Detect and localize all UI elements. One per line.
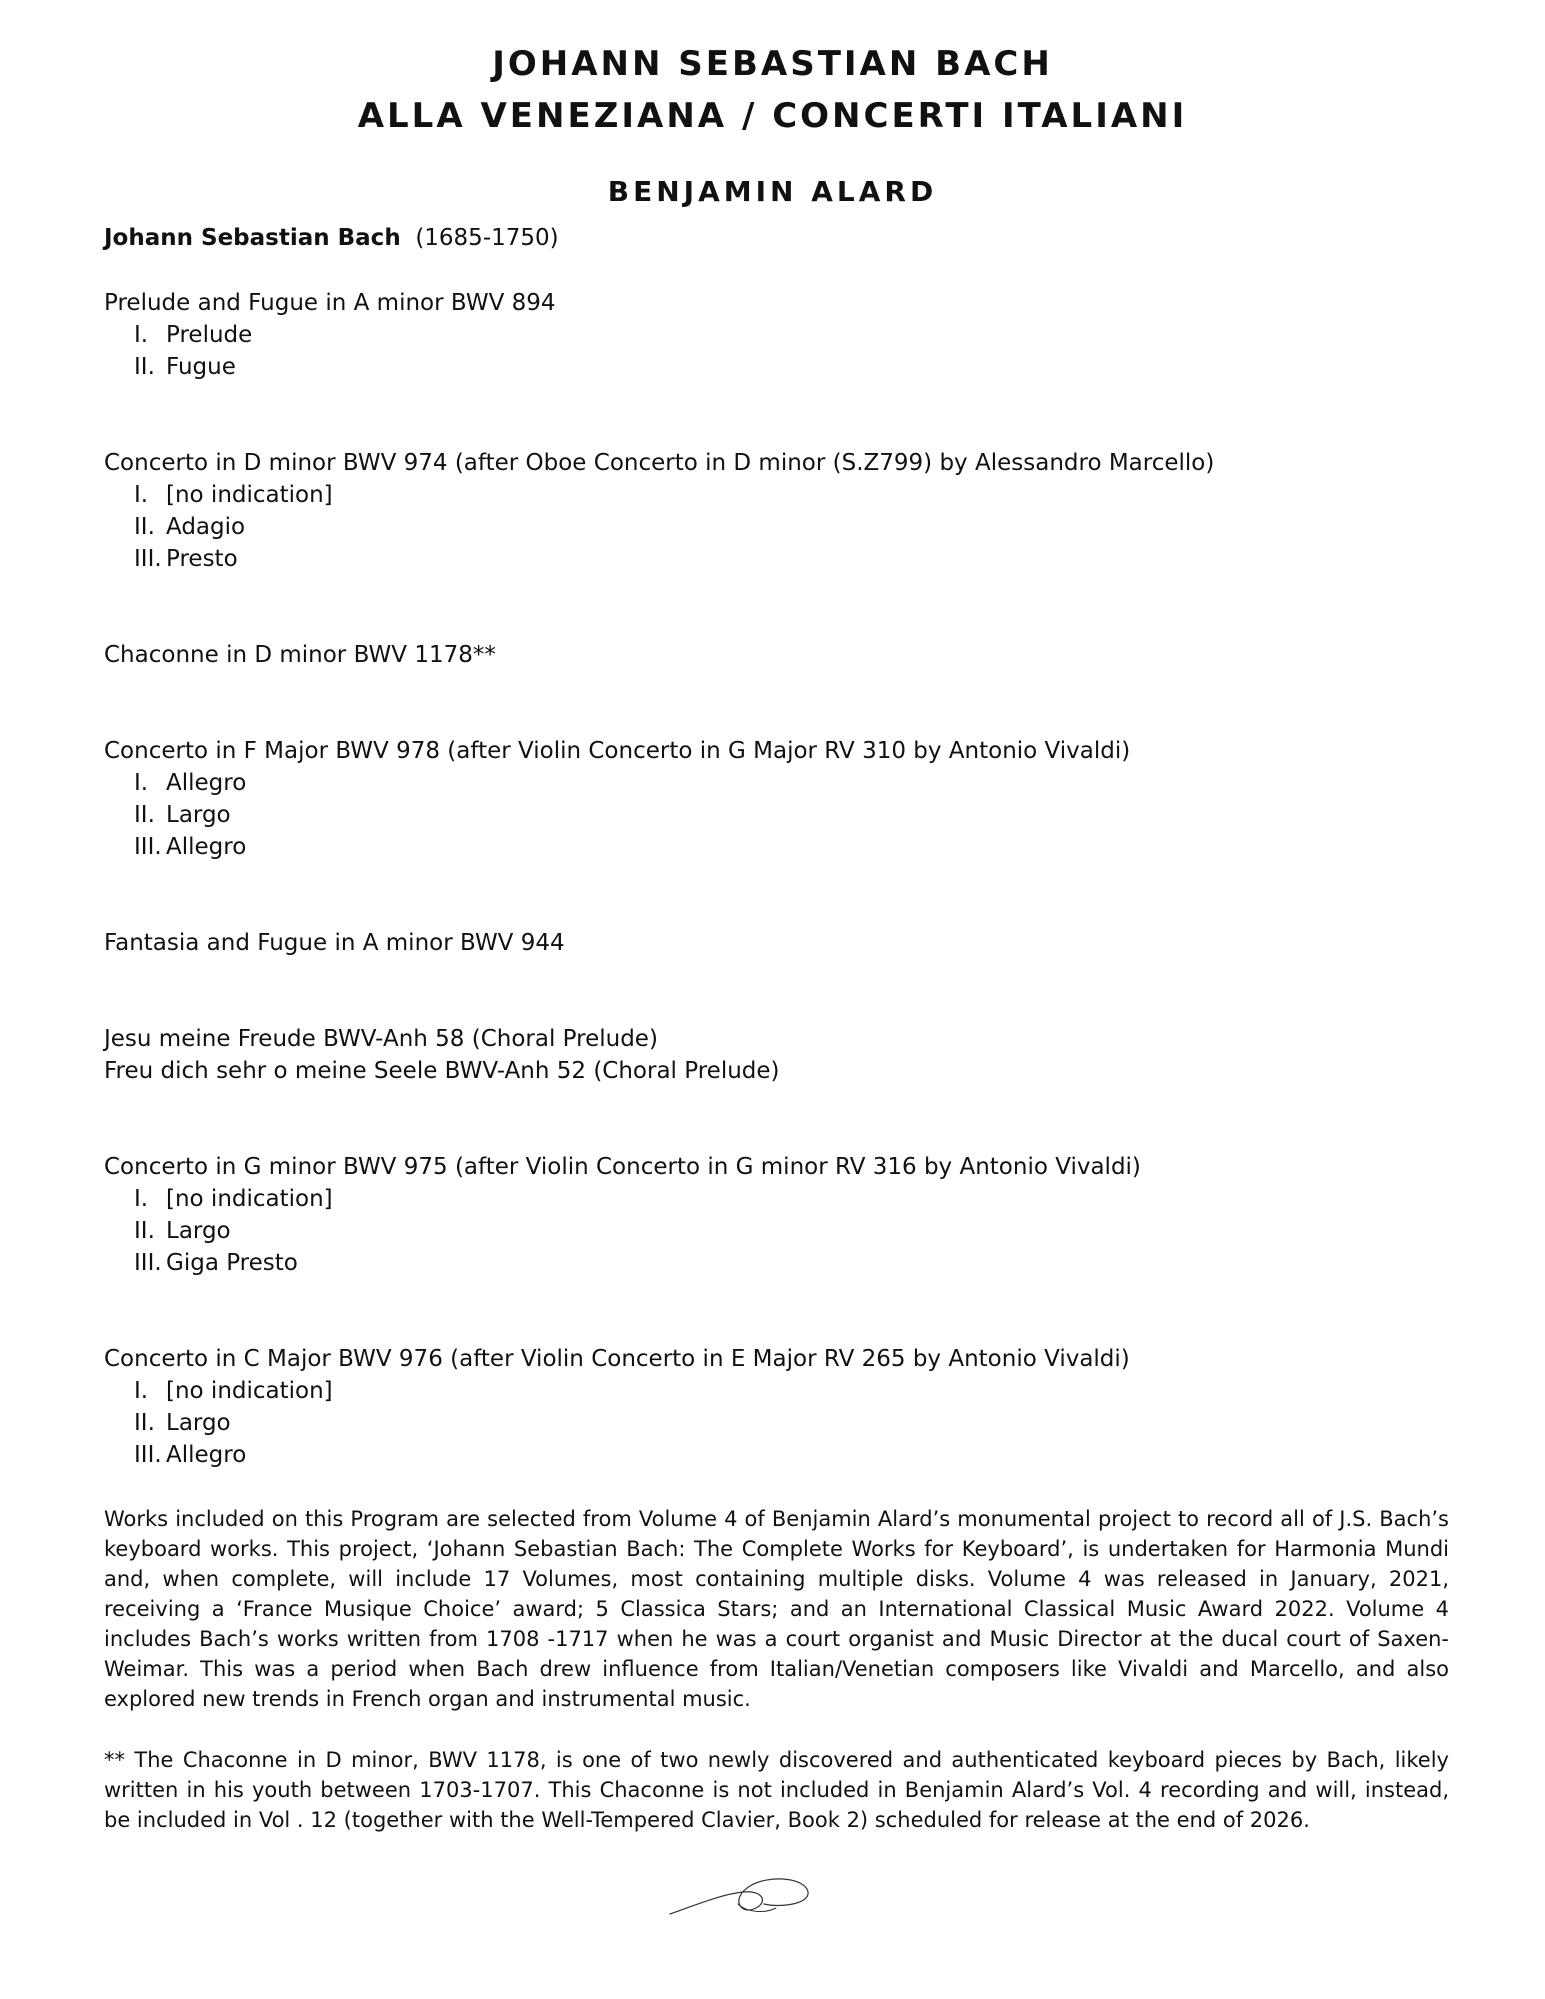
work-item bbox=[104, 1023, 1484, 1055]
movement-name: [no indication] bbox=[166, 1186, 333, 1212]
footnote: ** The Chaconne in D minor, BWV 1178, is one of two newly discovered and authenticated keyboard pieces by Bach, likely written in his youth between 1703-1707. This Chaconne is not included in Benjamin Alard’s Vol. 4 recording and will, instead, be included in Vol . 12 (together with the Well-Tempered Clavier, Book 2) scheduled for release at the end of 2026. bbox=[104, 1748, 1449, 1832]
movement-name: Largo bbox=[166, 1410, 231, 1436]
movement-number: III. bbox=[134, 546, 162, 572]
movement-name: Prelude bbox=[166, 322, 253, 348]
movement-number: I. bbox=[134, 482, 149, 508]
performer-name: BENJAMIN ALARD bbox=[607, 175, 938, 208]
movement-number: III. bbox=[134, 834, 162, 860]
work-title: Concerto in C Major BWV 976 (after Violin Concerto in E Major RV 265 by Antonio Vivaldi) bbox=[104, 1346, 1130, 1372]
work-item bbox=[104, 1055, 1484, 1087]
movement bbox=[104, 543, 1484, 575]
work-title: Concerto in G minor BWV 975 (after Violin Concerto in G minor RV 316 by Antonio Vivaldi) bbox=[104, 1154, 1141, 1180]
work-title: Prelude and Fugue in A minor BWV 894 bbox=[104, 290, 556, 316]
movement-number: II. bbox=[134, 514, 155, 540]
movement-number: II. bbox=[134, 802, 155, 828]
movement-number: I. bbox=[134, 322, 149, 348]
movement-name: [no indication] bbox=[166, 482, 333, 508]
movement bbox=[104, 319, 1484, 351]
movement bbox=[104, 1375, 1484, 1407]
flourish-icon bbox=[668, 1864, 812, 1924]
work-title: Freu dich sehr o meine Seele BWV-Anh 52 (Choral Prelude) bbox=[104, 1058, 780, 1084]
movement bbox=[104, 767, 1484, 799]
work-title: Concerto in D minor BWV 974 (after Oboe Concerto in D minor (S.Z799) by Alessandro Marcello) bbox=[104, 450, 1215, 476]
movement-number: I. bbox=[134, 1378, 149, 1404]
work-item bbox=[104, 1151, 1484, 1279]
program-notes: Works included on this Program are selected from Volume 4 of Benjamin Alard’s monumental project to record all of J.S. Bach’s keyboard works. This project, ‘Johann Sebastian Bach: The Complete Works for Keyboard’, is undertaken for Harmonia Mundi and, when complete, will include 17 Volumes, most containing multiple disks. Volume 4 was released in January, 2021, receiving a ‘France Musique Choice’ award; 5 Classica Stars; and an International Classical Music Award 2022. Volume 4 includes Bach’s works written from 1708 -1717 when he was a court organist and Music Director at the ducal court of Saxen-Weimar. This was a period when Bach drew influence from Italian/Venetian composers like Vivaldi and Marcello, and also explored new trends in French organ and instrumental music. bbox=[104, 1507, 1449, 1711]
movement-name: Adagio bbox=[166, 514, 246, 540]
composer-name: Johann Sebastian Bach bbox=[104, 225, 401, 251]
work-item bbox=[104, 639, 1484, 671]
work-item bbox=[104, 287, 1484, 383]
movement-name: Largo bbox=[166, 1218, 231, 1244]
movement-name: [no indication] bbox=[166, 1378, 333, 1404]
work-title: Jesu meine Freude BWV-Anh 58 (Choral Prelude) bbox=[104, 1026, 658, 1052]
movement bbox=[104, 1407, 1484, 1439]
composer-line bbox=[104, 225, 559, 251]
movement bbox=[104, 831, 1484, 863]
movement bbox=[104, 511, 1484, 543]
composer-dates: (1685-1750) bbox=[415, 225, 559, 251]
movement-name: Allegro bbox=[166, 1442, 247, 1468]
movement bbox=[104, 479, 1484, 511]
movement-name: Allegro bbox=[166, 770, 247, 796]
movement-number: II. bbox=[134, 1410, 155, 1436]
work-title: Concerto in F Major BWV 978 (after Violin Concerto in G Major RV 310 by Antonio Vivaldi) bbox=[104, 738, 1131, 764]
program-list bbox=[104, 287, 1484, 1471]
movement bbox=[104, 799, 1484, 831]
work-item bbox=[104, 735, 1484, 863]
movement-number: III. bbox=[134, 1442, 162, 1468]
movement bbox=[104, 1183, 1484, 1215]
work-item bbox=[104, 1343, 1484, 1471]
movement bbox=[104, 1215, 1484, 1247]
movement-name: Fugue bbox=[166, 354, 236, 380]
movement-name: Largo bbox=[166, 802, 231, 828]
movement-number: II. bbox=[134, 354, 155, 380]
movement-number: I. bbox=[134, 1186, 149, 1212]
movement-name: Allegro bbox=[166, 834, 247, 860]
movement-number: II. bbox=[134, 1218, 155, 1244]
movement-number: I. bbox=[134, 770, 149, 796]
work-title: Fantasia and Fugue in A minor BWV 944 bbox=[104, 930, 565, 956]
movement-number: III. bbox=[134, 1250, 162, 1276]
movement-name: Presto bbox=[166, 546, 238, 572]
movement-name: Giga Presto bbox=[166, 1250, 298, 1276]
title-line-2: ALLA VENEZIANA / CONCERTI ITALIANI bbox=[357, 96, 1188, 136]
work-item bbox=[104, 447, 1484, 575]
movement bbox=[104, 1439, 1484, 1471]
work-item bbox=[104, 927, 1484, 959]
work-title: Chaconne in D minor BWV 1178** bbox=[104, 642, 496, 668]
movement bbox=[104, 1247, 1484, 1279]
title-line-1: JOHANN SEBASTIAN BACH bbox=[492, 44, 1053, 84]
movement bbox=[104, 351, 1484, 383]
